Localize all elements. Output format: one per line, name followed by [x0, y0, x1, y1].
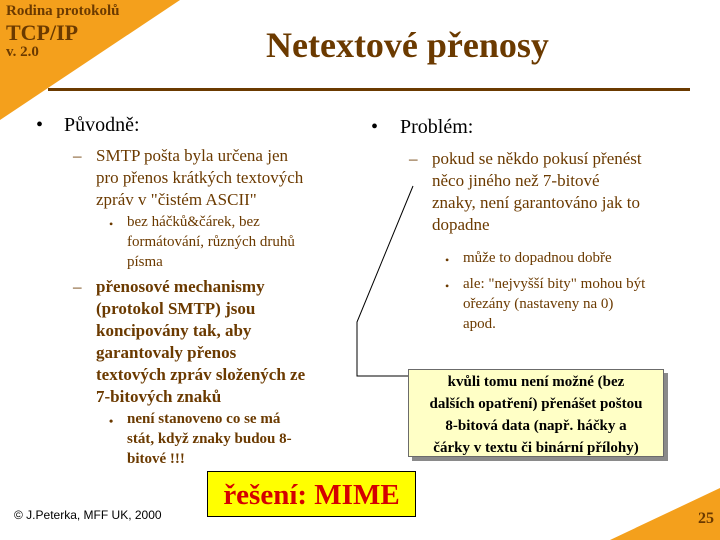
text-line: přenosové mechanismy [96, 277, 265, 296]
sub-item-may-succeed: • může to dopadnou dobře [445, 248, 705, 268]
text-line: pokud se někdo pokusí přenést [432, 149, 642, 168]
text-line: znaky, není garantováno jak to [432, 193, 641, 212]
bullet-original: • Původně: [36, 114, 140, 136]
text-line: ale: "nejvyšší bity" mohou být [463, 276, 646, 292]
series-label: Rodina protokolů [6, 3, 120, 19]
text-line: čárky v textu či binární přílohy) [433, 440, 639, 456]
text-line: apod. [463, 316, 496, 332]
version-label: v. 2.0 [6, 44, 39, 60]
bullet-problem-label: Problém: [400, 116, 474, 138]
list-item-attempt: – pokud se někdo pokusí přenést něco jiného než 7-bitové znaky, není garantováno jak to dopadne [409, 148, 709, 236]
text-line: koncipovány tak, aby [96, 321, 252, 340]
text-line: kvůli tomu není možné (bez [447, 374, 625, 390]
series-name: TCP/IP [6, 20, 79, 45]
sub-item-truncated: • ale: "nejvyšší bity" mohou být ořezány (nastaveny na 0) apod. [445, 274, 705, 334]
text-line: 7-bitových znaků [96, 387, 222, 406]
solution-box: řešení: MIME [207, 471, 416, 517]
text-line: něco jiného než 7-bitové [432, 171, 600, 190]
text-line: garantovaly přenos [96, 343, 237, 362]
text-line: pro přenos krátkých textových [96, 168, 304, 187]
text-line: může to dopadnou dobře [463, 250, 612, 266]
text-line: textových zpráv složených ze [96, 365, 306, 384]
list-item-mechanisms: – přenosové mechanismy (protokol SMTP) jsou koncipovány tak, aby garantovaly přenos textových zpráv složených ze 7-bitových znaků [73, 276, 353, 408]
text-line: stát, když znaky budou 8- [127, 431, 292, 447]
text-line: SMTP pošta byla určena jen [96, 146, 288, 165]
bullet-problem: • Problém: [371, 116, 474, 138]
text-line: dalších opatření) přenášet poštou [429, 396, 643, 412]
text-line: 8-bitová data (např. háčky a [445, 418, 627, 434]
text-line: není stanoveno co se má [127, 411, 281, 427]
text-line: dopadne [432, 215, 490, 234]
text-line: zpráv v "čistém ASCII" [96, 190, 257, 209]
text-line: bez háčků&čárek, bez [127, 214, 260, 230]
slide-title: Netextové přenosy [266, 25, 549, 65]
text-line: písma [127, 254, 163, 270]
text-line: (protokol SMTP) jsou [96, 299, 256, 318]
text-line: bitové !!! [127, 451, 185, 467]
bullet-original-label: Původně: [64, 114, 140, 136]
copyright-footer: © J.Peterka, MFF UK, 2000 [14, 508, 162, 522]
text-line: formátování, různých druhů [127, 234, 295, 250]
text-line: ořezány (nastaveny na 0) [463, 296, 614, 312]
sub-item-formatting: • bez háčků&čárek, bez formátování, různých druhů písma [109, 212, 349, 272]
page-number: 25 [698, 510, 714, 527]
list-item-smtp: – SMTP pošta byla určena jen pro přenos krátkých textových zpráv v "čistém ASCII" [73, 145, 353, 211]
callout-box [408, 369, 664, 457]
sub-item-undefined: • není stanoveno co se má stát, když znaky budou 8- bitové !!! [109, 409, 349, 469]
